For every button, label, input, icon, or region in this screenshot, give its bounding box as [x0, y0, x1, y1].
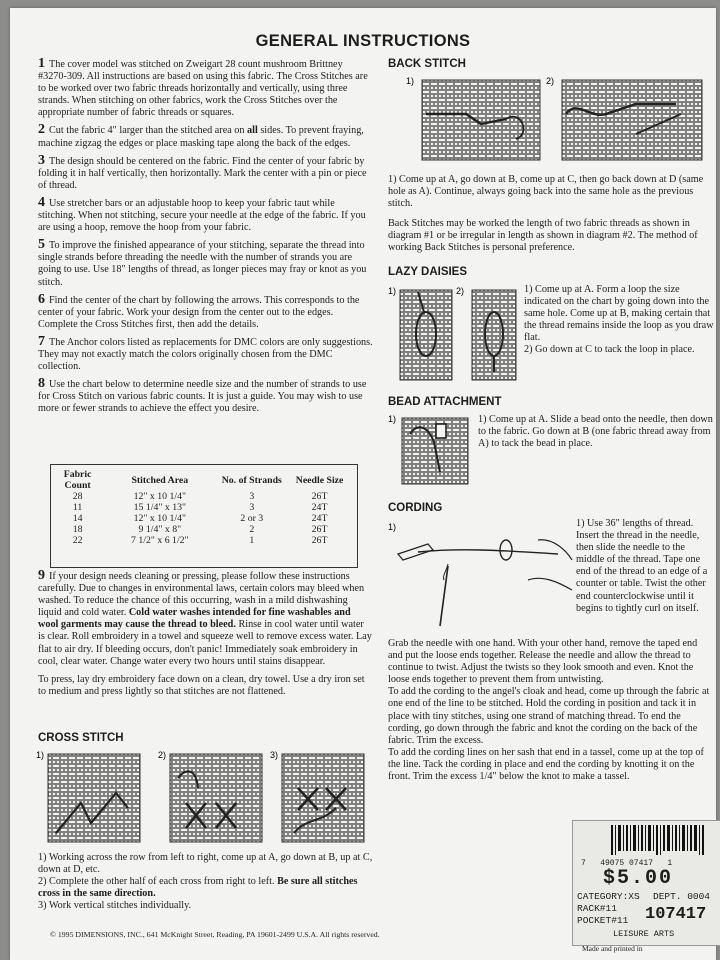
bead-attachment-text: 1) Come up at A. Slide a bead onto the needle, then down to the fabric. Go down at B (one fabric thread away from A) to tack the bead in place. [478, 414, 713, 450]
col-header: Needle Size [295, 474, 344, 486]
cording-text: Grab the needle with one hand. With your other hand, remove the taped end and put the loose ends together. Release the needle and allow the thread to continue to twist. Adjust the twists so they look smooth and even. Knot the loose ends together to prevent them from untwisting. To add the cording to the angel's cloak and head, come up through the fabric at one end of the line to be stitched. Hold the cording in position and tack it in place with tiny stitches, using one strand of matching thread. To end the cording, go down through the fabric and knot the cording on the back of the fabric. Trim the excess. To add the cording lines on her sash that end in a tassel, come up at the top of the line. Tack the cording in place and end the cording by knotting it on the front. Trim the excess 1/4" below the knot to make a tassel. [388, 638, 710, 783]
svg-text:1): 1) [388, 522, 397, 532]
cording-diagram [388, 520, 574, 630]
cross-stitch-heading: CROSS STITCH [38, 732, 124, 744]
svg-text:1): 1) [388, 414, 397, 424]
made-and-printed: Made and printed in [582, 944, 643, 953]
table-row: 18 9 1/4" x 8" 2 26T [72, 524, 328, 535]
rack: RACK#11 [577, 903, 617, 914]
store-name: LEISURE ARTS [613, 929, 675, 939]
step-8: 8 Use the chart below to determine needle size and the number of strands to use for Cross Stitch on various fabric counts. It is just a guide. You may wish to use more or fewer strands to achieve the effect you desire. [38, 376, 367, 415]
cording-heading: CORDING [388, 502, 443, 514]
svg-text:3): 3) [270, 750, 279, 760]
price: $5.00 [603, 867, 674, 890]
step-1: 1 The cover model was stitched on Zweigart 28 count mushroom Brittney #3270-309. All instructions are based on using this fabric. The Cross Stitches are to be worked over two fabric threads horizontally and vertically, using three strands. When stitching on other fabrics, work the Cross Stitches over the appropriate number of fabric threads or squares. [38, 56, 368, 119]
diagram-label: 1) [36, 750, 45, 760]
col-header: No. of Strands [221, 474, 282, 486]
pocket: POCKET#11 [577, 915, 629, 926]
needle-size-table [50, 464, 358, 568]
back-stitch-diagrams [406, 74, 706, 164]
step-7: 7 The Anchor colors listed as replacements for DMC colors are only suggestions. They may not exactly match the colors originally chosen from the DMC collection. [38, 333, 373, 373]
lazy-daisies-text: 1) Come up at A. Form a loop the size indicated on the chart by going down into the same hole. Come up at B, making certain that the thread remains inside the loop as you draw flat. 2) Go down at C to tack the loop in place. [524, 284, 714, 356]
table-row: 28 12" x 10 1/4" 3 26T [72, 491, 328, 502]
category: CATEGORY:XS [577, 891, 640, 902]
bead-attachment-heading: BEAD ATTACHMENT [388, 396, 502, 408]
department: DEPT. 0004 [653, 891, 711, 902]
back-stitch-heading: BACK STITCH [388, 58, 466, 70]
lazy-daisies-heading: LAZY DAISIES [388, 266, 468, 278]
svg-text:2): 2) [158, 750, 167, 760]
svg-text:2): 2) [546, 76, 555, 86]
step-2: 2 Cut the fabric 4" larger than the stitched area on all sides. To prevent fraying, machine zigzag the edges or place masking tape along the back of the edges. [38, 122, 364, 149]
price-sticker [572, 820, 720, 946]
press-instructions: To press, lay dry embroidery face down on a clean, dry towel. Use a dry iron set to medium and press lightly so that stitches are not flattened. [38, 673, 365, 697]
barcode [611, 825, 720, 857]
step-9: 9 If your design needs cleaning or pressing, please follow these instructions carefully. Due to changes in environmental laws, certain colors may bleed when washed. To reduce the chance of this occurring, wash in a mild dishwashing liquid and cold water. Cold water washes intended for fine washables and wool garments may cause the thread to bleed. Rinse in cool water until water is clear. Roll embroidery in a towel and squeeze well to remove excess water. Lay flat to air dry. If bleeding occurs, don't panic! Immediately soak embroidery in cool, clear water. Change water every two hours until stains disappear. To press, lay dry embroidery face down on a clean, dry towel. Use a dry iron set to medium and press lightly so that stitches are not flattened. [38, 568, 372, 697]
sku-number: 107417 [645, 905, 707, 924]
step-4: 4 Use stretcher bars or an adjustable hoop to keep your fabric taut while stitching. When not stitching, secure your needle at the edge of the fabric. If you are using a hoop, remove the hoop from your fabric. [38, 194, 366, 234]
cording-text-1: 1) Use 36" lengths of thread. Insert the thread in the needle, then slide the needle to the middle of the thread. Tape one end of the thread to an edge of a counter or table. Twist the other end counterclockwise until it begins to tightly curl on itself. [576, 518, 708, 614]
barcode-digits: 7 49075 07417 1 [581, 859, 673, 868]
copyright-footer: © 1995 DIMENSIONS, INC., 641 McKnight Street, Reading, PA 19601-2499 U.S.A. All rights reserved. [50, 930, 380, 939]
svg-text:1): 1) [406, 76, 415, 86]
step-6: 6 Find the center of the chart by following the arrows. This corresponds to the center of your fabric. Work your design from the center out to the edges. Complete the Cross Stitches first, then add the details. [38, 291, 360, 330]
table-header-row [51, 469, 351, 491]
back-stitch-text: 1) Come up at A, go down at B, come up at C, then go back down at D (same hole as A). Continue, always going back into the same hole as the previous stitch. Back Stitches may be worked the length of two fabric threads as shown in diagram #1 or be irregular in length as shown in diagram #2. The method of working Back Stitches is personal preference. [388, 174, 704, 254]
step-3: 3 The design should be centered on the fabric. Find the center of your fabric by folding it in half vertically, then horizontally. Mark the center with a pin or piece of thread. [38, 152, 367, 191]
cross-stitch-diagrams [36, 748, 366, 848]
lazy-daisies-diagrams [388, 284, 520, 384]
svg-text:2): 2) [456, 286, 465, 296]
table-row: 11 15 1/4" x 13" 3 24T [72, 502, 328, 513]
general-steps [38, 58, 373, 420]
table-row: 22 7 1/2" x 6 1/2" 1 26T [72, 535, 328, 546]
page-title: GENERAL INSTRUCTIONS [255, 32, 471, 50]
table-row: 14 12" x 10 1/4" 2 or 3 24T [72, 513, 328, 524]
col-header: Fabric Count [63, 469, 92, 491]
cross-stitch-text: 1) Working across the row from left to right, come up at A, go down at B, up at C, down at D, etc. 2) Complete the other half of each cross from right to left. Be sure all stitches cross in the same direction. 3) Work vertical stitches individually. [38, 852, 373, 912]
col-header: Stitched Area [131, 474, 189, 486]
svg-text:1): 1) [388, 286, 397, 296]
step-5: 5 To improve the finished appearance of your stitching, separate the thread into single strands before threading the needle with the number of strands you are going to use. Use 18" lengths of thread, as longer pieces may fray or knot as you stitch. [38, 237, 367, 288]
instruction-sheet [10, 8, 716, 960]
bead-attachment-diagram [388, 412, 474, 488]
